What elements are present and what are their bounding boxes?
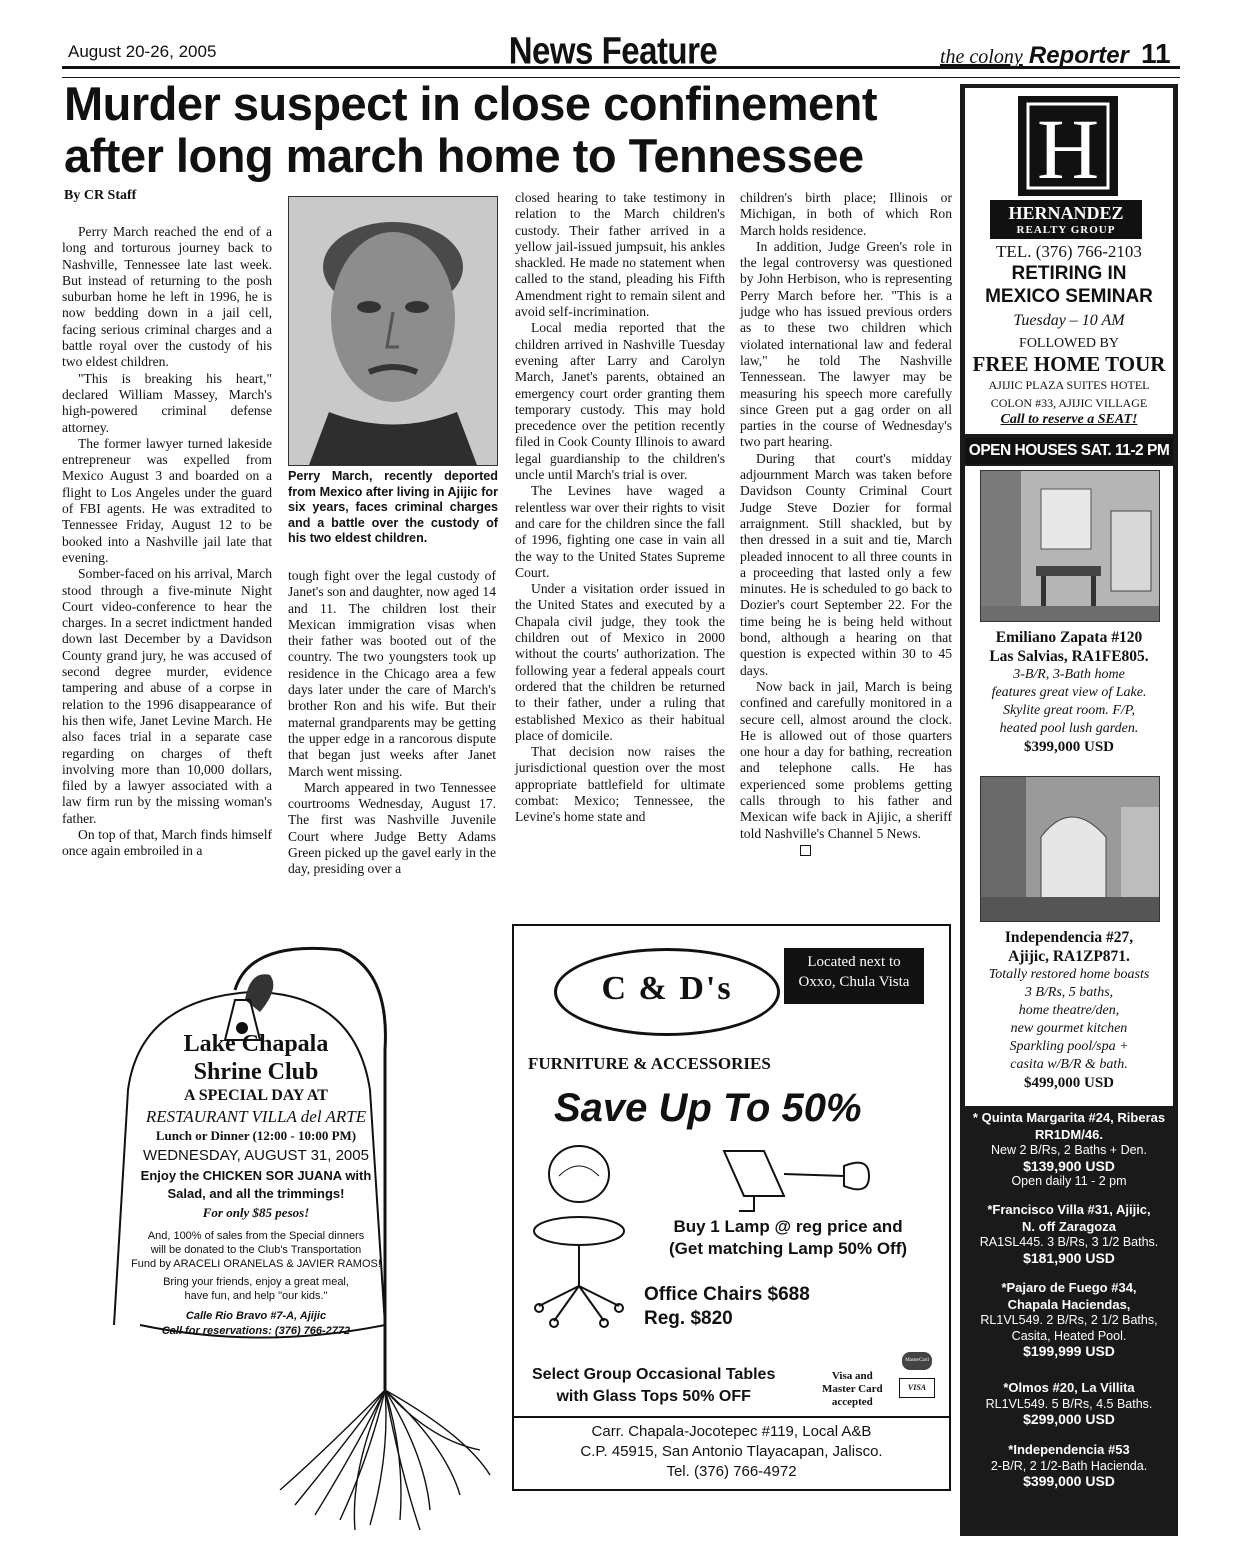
- dark-listing-2: [965, 1202, 1173, 1266]
- shrine-donation-line: will be donated to the Club's Transportation: [150, 1244, 362, 1256]
- dark-listing-3: [965, 1280, 1173, 1360]
- listing-1-price: $399,000 USD: [1023, 739, 1114, 755]
- dark-listing-3-line: Chapala Haciendas,: [1007, 1296, 1131, 1312]
- shrine-date: WEDNESDAY, AUGUST 31, 2005: [143, 1147, 369, 1164]
- paragraph: Local media reported that the children arrived in Nashville Tuesday evening after Larry and Carolyn March, Janet's parents, obtained an emergency court order granting them temporary custody. This may hold precedence over the petition recently filed in Cook County Illinois to award legal guardianship to the children's uncle until March's trial is over.: [515, 320, 725, 483]
- dark-listing-3-line: RL1VL549. 2 B/Rs, 2 1/2 Baths, Casita, Heated Pool.: [980, 1313, 1158, 1343]
- shrine-ad-text: [106, 1030, 406, 1339]
- seminar-time: Tuesday – 10 AM: [1013, 312, 1125, 329]
- section-title: News Feature: [508, 29, 718, 72]
- shrine-donation-line: Fund by ARACELI ORANELAS & JAVIER RAMOS!: [131, 1258, 381, 1270]
- portrait-image: [289, 197, 497, 465]
- shrine-hours: Lunch or Dinner (12:00 - 10:00 PM): [155, 1128, 357, 1143]
- listing-1-title-1: Emiliano Zapata #120: [995, 629, 1143, 646]
- page-number: 11: [1141, 38, 1171, 69]
- lamp-icon: [724, 1151, 869, 1211]
- shrine-title-1: Lake Chapala: [183, 1031, 329, 1057]
- paragraph: Perry March reached the end of a long and torturous journey back to Nashville, Tennessee late last week. But instead of returning to the posh suburban home he left in 1996, he is now bedding down in a jail cell, facing serious criminal charges and a battle royal over the custody of his two eldest children.: [62, 224, 272, 370]
- cd-location-box: [784, 948, 924, 1004]
- cd-address-line: C.P. 45915, San Antonio Tlayacapan, Jalisco.: [580, 1443, 883, 1460]
- cd-divider: [514, 1416, 949, 1418]
- masthead-the-colony: the colony: [940, 46, 1023, 68]
- cd-furniture-ad: [512, 924, 951, 1491]
- dark-listing-5-line: 2-B/R, 2 1/2-Bath Hacienda.: [990, 1458, 1148, 1473]
- cd-chairs-price: Office Chairs $688: [644, 1284, 810, 1305]
- paragraph: children's birth place; Illinois or Michigan, in both of which Ron March holds residence.: [740, 190, 952, 238]
- cd-tables-line: with Glass Tops 50% OFF: [556, 1388, 751, 1405]
- cd-tables-offer: [532, 1364, 775, 1408]
- seminar-call: Call to reserve a SEAT!: [1000, 412, 1138, 427]
- dark-listing-4-line: RL1VL549. 5 B/Rs, 4.5 Baths.: [985, 1396, 1153, 1411]
- cd-cards-line: Visa and: [831, 1370, 873, 1382]
- cd-lamp-offer: [669, 1216, 907, 1260]
- dining-room-image: [981, 471, 1159, 621]
- house-photo-2: [980, 776, 1160, 922]
- shrine-enjoy-1: Enjoy the CHICKEN SOR JUANA with: [140, 1168, 372, 1183]
- cd-headline: Save Up To 50%: [554, 1086, 862, 1130]
- listing-2-desc: Totally restored home boasts: [988, 967, 1150, 982]
- listing-2-desc: Sparkling pool/spa +: [1009, 1039, 1129, 1054]
- listing-2-desc: casita w/B/R & bath.: [1010, 1057, 1128, 1072]
- listing-1-desc: heated pool lush garden.: [999, 721, 1139, 736]
- shrine-donation: [106, 1229, 406, 1271]
- house-photo-1: [980, 470, 1160, 622]
- shrine-restaurant: RESTAURANT VILLA del ARTE: [145, 1107, 367, 1126]
- headline-line-1: Murder suspect in close confinement: [64, 77, 878, 130]
- cd-lamp-line: Buy 1 Lamp @ reg price and: [673, 1217, 903, 1236]
- dark-listing-4-price: $299,000 USD: [1023, 1411, 1115, 1427]
- dark-listing-5-line: *Independencia #53: [1008, 1442, 1130, 1457]
- article-column-3: [515, 190, 725, 826]
- dark-listing-1-line: * Quinta Margarita #24, Riberas: [972, 1110, 1166, 1125]
- cd-logo-text: C & D's: [601, 970, 733, 1007]
- dark-listing-3-price: $199,999 USD: [1023, 1343, 1115, 1359]
- dark-listing-1-price: $139,900 USD: [1023, 1157, 1115, 1174]
- visa-icon: VISA: [899, 1378, 935, 1398]
- seminar-title-1: RETIRING IN: [1011, 263, 1127, 284]
- listing-1-title-2: Las Salvias, RA1FE805.: [989, 648, 1149, 665]
- paragraph: "This is breaking his heart," declared William Massey, March's high-powered criminal defense attorney.: [62, 370, 272, 435]
- cd-address-line: Carr. Chapala-Jocotepec #119, Local A&B: [591, 1423, 872, 1440]
- shrine-enjoy-2: Salad, and all the trimmings!: [167, 1186, 345, 1201]
- paragraph: Now back in jail, March is being confined and carefully monitored in a secure cell, almost around the clock. He is allowed out of those quarters one hour a day for bathing, recreation and telephone calls. He has experienced some problems getting calls through to his father and Mexican wife back in Ajijic, a sheriff told Nashville's Channel 5 News.: [740, 678, 952, 841]
- seminar-followed: FOLLOWED BY: [1019, 336, 1119, 351]
- article-column-1: [62, 224, 272, 860]
- paragraph: Under a visitation order issued in the United States and executed by a Chapala civil judge, they took the children out of Mexico in 2000 without the courts' authorization. The following year a federal appeals court ordered that the children be returned to their father, under a ruling that established Mexico as their habitual place of domicile.: [515, 581, 725, 743]
- shrine-reservations: Call for reservations: (376) 766-2772: [161, 1325, 351, 1337]
- shrine-special-day: A SPECIAL DAY AT: [184, 1087, 328, 1104]
- photo-caption: Perry March, recently deported from Mexico after living in Ajijic for six years, faces criminal charges and a battle over the custody of his two eldest children.: [288, 469, 498, 545]
- headline: [64, 78, 954, 182]
- courtyard-image: [981, 777, 1159, 921]
- cd-lamp-line: (Get matching Lamp 50% Off): [669, 1239, 908, 1258]
- listing-1-desc: 3-B/R, 3-Bath home: [1013, 667, 1125, 682]
- shrine-bring-line: have fun, and help "our kids.": [184, 1290, 328, 1302]
- realty-group-sub: REALTY GROUP: [990, 224, 1142, 239]
- shrine-title-2: Shrine Club: [193, 1059, 319, 1085]
- dark-listing-2-price: $181,900 USD: [1023, 1249, 1115, 1266]
- dark-listing-1-line: Open daily 11 - 2 pm: [1011, 1174, 1127, 1188]
- dark-listing-2-line: RA1SL445. 3 B/Rs, 3 1/2 Baths.: [979, 1235, 1159, 1249]
- cd-address: [514, 1422, 949, 1482]
- cd-chairs-reg: Reg. $820: [644, 1308, 733, 1329]
- dark-listing-2-line: N. off Zaragoza: [1022, 1218, 1116, 1234]
- seminar-title-2: MEXICO SEMINAR: [985, 286, 1153, 307]
- listing-1: [965, 628, 1173, 757]
- listing-2-desc: new gourmet kitchen: [1010, 1021, 1128, 1036]
- dark-listing-1: [965, 1110, 1173, 1190]
- dark-listing-1-line: New 2 B/Rs, 2 Baths + Den.: [991, 1143, 1147, 1157]
- cd-telephone: Tel. (376) 766-4972: [666, 1463, 797, 1480]
- paragraph: In addition, Judge Green's role in the legal controversy was questioned by John Herbison, who is representing Perry March before her. "This is a judge who has issued previous orders as to these two children which violated international law and federal law," he told The Nashville Tennessean. The lawyer may be measuring his speech more carefully since Green put a gag order on all parties in the course of Wednesday's two part hearing.: [740, 238, 952, 450]
- hernandez-logo-icon: [1018, 96, 1118, 196]
- dark-listing-4-line: *Olmos #20, La Villita: [1003, 1380, 1135, 1395]
- shrine-price: For only $85 pesos!: [202, 1205, 310, 1220]
- listing-1-desc: Skylite great room. F/P,: [1002, 703, 1136, 718]
- logo-h-graphic: [1018, 96, 1118, 196]
- shrine-club-ad: [100, 930, 500, 1530]
- photo-perry-march: [288, 196, 498, 466]
- listing-2-title-1: Independencia #27,: [1004, 929, 1134, 946]
- cd-location-line: Located next to: [807, 954, 901, 970]
- office-chair-icon: [534, 1146, 624, 1327]
- realty-group-name: HERNANDEZ: [990, 200, 1142, 224]
- cd-cards-accepted: [822, 1370, 883, 1409]
- dark-listing-2-line: *Francisco Villa #31, Ajijic,: [987, 1202, 1151, 1217]
- end-of-article-icon: [800, 845, 811, 856]
- cd-cards-line: accepted: [831, 1396, 873, 1408]
- paragraph: tough fight over the legal custody of Janet's son and daughter, now aged 14 and 11. The children lost their Mexican immigration visas when their father was booted out of the country. The two youngsters took up residence in the Chicago area a few days later under the care of March's brother Ron and his wife. But their maternal grandparents may be getting the upper edge in a rancorous dispute that began just weeks after Janet March went missing.: [288, 568, 496, 779]
- seminar-hotel-2: COLON #33, AJIJIC VILLAGE: [990, 396, 1148, 410]
- paragraph: On top of that, March finds himself once again embroiled in a: [62, 826, 272, 859]
- masthead-reporter: Reporter: [1028, 42, 1129, 69]
- shrine-bring-line: Bring your friends, enjoy a great meal,: [163, 1276, 349, 1288]
- article-column-2: [288, 568, 496, 878]
- cd-cards-line: Master Card: [822, 1383, 883, 1395]
- paragraph: The Levines have waged a relentless war over their rights to visit and care for the children since the fall of 1996, fighting one case in vain all the way to the United States Supreme Court.: [515, 483, 725, 580]
- dark-listing-5: [965, 1442, 1173, 1490]
- dark-listing-3-line: *Pajaro de Fuego #34,: [1001, 1280, 1137, 1295]
- listing-1-desc: features great view of Lake.: [991, 685, 1147, 700]
- cd-tagline: FURNITURE & ACCESSORIES: [528, 1054, 771, 1073]
- logo-letter: H: [1036, 101, 1100, 196]
- article-column-4: [740, 190, 952, 858]
- cd-tables-line: Select Group Occasional Tables: [532, 1366, 776, 1383]
- paragraph: The former lawyer turned lakeside entrepreneur was expelled from Mexico August 3 and boarded on a flight to Los Angeles under the guard of FBI agents. He was extradited to Tennessee Friday, August 12 to be booked into a Nashville jail late that evening.: [62, 435, 272, 565]
- paragraph: March appeared in two Tennessee courtrooms Wednesday, August 17. The first was Nashville Juvenile Court where Judge Betty Adams Green picked up the gavel early in the day, presiding over a: [288, 779, 496, 877]
- byline: By CR Staff: [64, 188, 137, 203]
- listing-2: [965, 928, 1173, 1093]
- listing-2-desc: home theatre/den,: [1018, 1003, 1120, 1018]
- open-houses-banner: OPEN HOUSES SAT. 11-2 PM: [965, 438, 1173, 464]
- cd-location-line: Oxxo, Chula Vista: [798, 974, 910, 990]
- paragraph: During that court's midday adjournment March was taken before Davidson County Criminal Court Judge Steve Dozier for formal arraignment. Still shackled, but by then dressed in a suit and tie, March pleaded innocent to all three counts in a proceeding that lasted only a few minutes. He is scheduled to go back to Dozier's court September 22. For the time being he is being held without bond, although a hearing on that question is expected within 30 to 45 days.: [740, 450, 952, 678]
- listing-2-desc: 3 B/Rs, 5 baths,: [1024, 985, 1114, 1000]
- paragraph: Somber-faced on his arrival, March stood through a five-minute Night Court video-conference to hear the charges. In a secret indictment handed down last December by a Davidson County grand jury, he was accused of second degree murder, evidence tampering and abuse of a corpse in relation to the 1996 disappearance of his then wife, Janet Levine March. He also faces trial in a separate case regarding on charges of theft involving more than 10,000 dollars, filed by a lawyer associated with a law firm run by the missing woman's father.: [62, 566, 272, 826]
- issue-date: August 20-26, 2005: [68, 42, 217, 61]
- shrine-donation-line: And, 100% of sales from the Special dinners: [147, 1230, 365, 1242]
- dark-listing-4: [965, 1380, 1173, 1428]
- dark-listing-5-price: $399,000 USD: [1023, 1473, 1115, 1489]
- paragraph: That decision now raises the jurisdictional question over the most appropriate battlefield for ultimate combat: Mexico; Tennessee, the Levine's home state and: [515, 744, 725, 825]
- seminar-hotel-1: AJIJIC PLAZA SUITES HOTEL: [988, 378, 1150, 392]
- shrine-address: Calle Rio Bravo #7-A, Ajijic: [185, 1310, 327, 1322]
- shrine-bring: [106, 1275, 406, 1303]
- listing-2-title-2: Ajijic, RA1ZP871.: [1008, 948, 1130, 965]
- paragraph: closed hearing to take testimony in relation to the March children's custody. Their father arrived in a yellow jail-issued jumpsuit, his ankles shackled. He made no statement when called to the stand, pleading his Fifth Amendment right to remain silent and avoid self-incrimination.: [515, 190, 725, 320]
- headline-line-2: after long march home to Tennessee: [64, 129, 864, 182]
- listing-2-price: $499,000 USD: [1023, 1075, 1114, 1091]
- dark-listing-1-line: RR1DM/46.: [1035, 1126, 1103, 1142]
- cd-logo: [554, 948, 780, 1036]
- mastercard-icon: MasterCard: [902, 1352, 932, 1370]
- seminar-tour: FREE HOME TOUR: [972, 352, 1166, 376]
- realty-telephone: TEL. (376) 766-2103: [996, 242, 1142, 261]
